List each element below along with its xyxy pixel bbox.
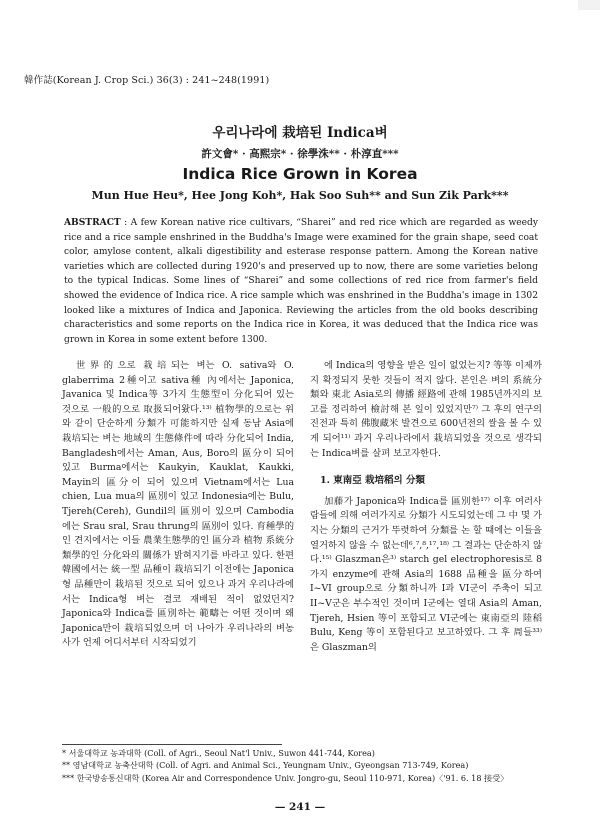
scan-edge — [578, 0, 600, 10]
abstract — [64, 216, 538, 347]
journal-header: 韓作誌(Korean J. Crop Sci.) 36(3) : 241~248(1991) — [24, 75, 270, 86]
section-heading: 1. 東南亞 栽培稻의 分類 — [320, 475, 426, 487]
korean-title: 우리나라에 栽培된 Indica벼 — [212, 125, 388, 141]
footnote-3: *** 한국방송통신대학 (Korea Air and Correspondence Univ. Jongro-gu, Seoul 110-971, Korea)〈'91. 6. 18 接受〉 — [62, 772, 509, 783]
english-title: Indica Rice Grown in Korea — [182, 165, 418, 183]
section-paragraph: 加藤가 Japonica와 Indica를 區別한¹⁷⁾ 이후 여러사람들에 의해 여러가지로 分類가 시도되었는데 그 中 몇 가지는 分類의 근거가 뚜렷하여 分類를 논 할 때에는 이들을 열거하지 않을 수 없는데⁶,⁷,⁸,¹⁷,¹⁸⁾ 그 결과는 단순하지 않다.¹⁵⁾ Glaszman은³⁾ starch gel electrophoresis로 8가지 enzyme에 관해 Asia의 1688 品種을 區分하여 I~VI group으로 分類하니까 I과 VI군이 주축이 되고 II~V군은 부수적인 것이며 I군에는 열대 Asia의 Aman, Tjereh, Hsien 等이 포함되고 VI군에는 東南亞의 陸稻 Bulu, Keng 等이 포함된다고 보고하였다. 그 후 周들³³⁾은 Glaszman의 — [310, 495, 542, 653]
footnote-rule — [62, 744, 282, 745]
korean-authors: 許文會* · 高熙宗* · 徐學洙** · 朴淳直*** — [201, 148, 399, 160]
english-authors: Mun Hue Heu*, Hee Jong Koh*, Hak Soo Suh** and Sun Zik Park*** — [91, 189, 509, 202]
abstract-text: : A few Korean native rice cultivars, “Sharei” and red rice which are regarded as weedy rice and a rice sample enshrined in the Buddha's Image were examined for the grain shape, seed coat color, amylose content, alkali digestibility and esterase response pattern. Among the Korean native varieties which are collected during 1920's and preserved up to now, there are some varieties belong to the typical Indicas. Some lines of “Sharei” and some collections of red rice from farmer's field showed the evidence of Indica rice. A rice sample which was enshrined in the Buddha's image in 1302 looked like a mixtures of Indica and Japonica. Reviewing the articles from the old books describing characteristics and some reports on the Indica rice in Korea, it was deduced that the Indica rice was grown in Korea in some extent before 1300. — [64, 218, 538, 345]
left-column — [62, 359, 294, 651]
page-number: — 241 — — [274, 801, 326, 813]
section-gap — [310, 461, 542, 471]
intro-paragraph: 世界的으로 栽培되는 벼는 O. sativa와 O. glaberrima 2種이고 sativa種 內에서는 Japonica, Javanica 및 Indica等 3가지 生態型이 分化되어 있는 것으로 一般的으로 取扱되어왔다.¹³⁾ 植物學的으로는 위와 같이 단순하게 分類가 可能하지만 실제 동남 Asia에 栽培되는 벼는 地域의 生態條件에 따라 分化되어 India, Bangladesh에서는 Aman, Aus, Boro의 區分이 되어 있고 Burma에서는 Kaukyin, Kauklat, Kaukki, Mayin의 區分이 되어 있으며 Vietnam에서는 Lua chien, Lua mua의 區別이 있고 Indonesia에는 Bulu, Tjereh(Cereh), Gundil의 區別이 있으며 Cambodia에는 Srau sral, Srau thrung의 區別이 있다. 育種學的인 견지에서는 이들 農業生態學的인 區分과 植物 系統分類學的인 分化와의 關係가 밝혀지기를 바라고 있다. 한편 韓國에서는 統一型 品種이 栽培되기 이전에는 Japonica형 品種만이 栽培된 것으로 되어 있으나 과거 우리나라에서는 Indica형 벼는 결코 재배된 적이 없었던지? Japonica와 Indica를 區別하는 範疇는 어떤 것이며 왜 Japonica만이 栽培되었으며 더 나아가 우리나라의 벼농사가 언제 어디서부터 시작되었기 — [62, 360, 294, 649]
right-column — [310, 359, 542, 655]
abstract-label: ABSTRACT — [64, 217, 121, 228]
footnotes — [62, 747, 552, 784]
footnote-1: * 서울대학교 농과대학 (Coll. of Agri., Seoul Nat'l Univ., Suwon 441-744, Korea) — [62, 748, 375, 758]
intro-paragraph-continued: 에 Indica의 영향을 받은 일이 없었는지? 等等 이제까지 확정되지 못한 것들이 적지 않다. 본인은 벼의 系統分類와 東北 Asia로의 傳播 經路에 관해 1985년까지의 보고를 정리하여 檢討해 본 일이 있었지만⁷⁾ 그 후의 연구의 진전과 특히 佛腹藏米 발견으로 600년전의 쌀을 볼 수 있게 되어¹¹⁾ 과거 우리나라에서 栽培되었을 것으로 생각되는 Indica벼를 살펴 보고자한다. — [310, 360, 542, 459]
footnote-2: ** 영남대학교 농축산대학 (Coll. of Agri. and Animal Sci., Yeungnam Univ., Gyeongsan 713-749, Korea) — [62, 760, 469, 771]
